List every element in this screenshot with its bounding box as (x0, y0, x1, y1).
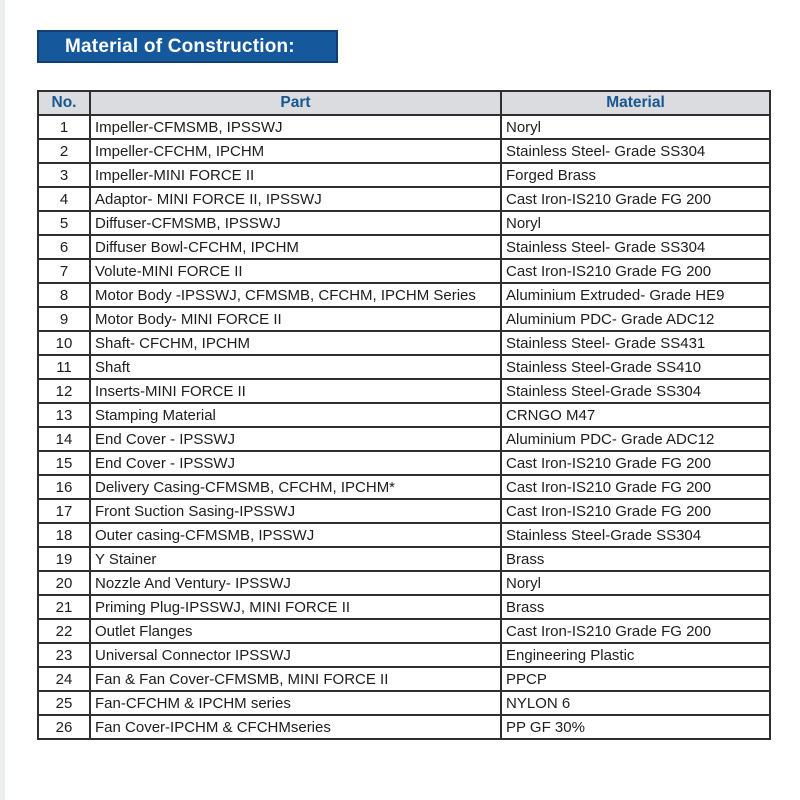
row-no-cell: 15 (38, 451, 90, 475)
row-no-cell: 22 (38, 619, 90, 643)
row-part-cell: Inserts-MINI FORCE II (90, 379, 501, 403)
row-part-cell: Fan Cover-IPCHM & CFCHMseries (90, 715, 501, 739)
table-row (38, 451, 770, 475)
table-body (38, 115, 770, 739)
row-no-cell: 26 (38, 715, 90, 739)
page-title-label: Material of Construction: (65, 35, 295, 57)
table-row (38, 115, 770, 139)
page-title (37, 30, 338, 63)
row-material-cell: Cast Iron-IS210 Grade FG 200 (501, 499, 770, 523)
row-material-cell: Cast Iron-IS210 Grade FG 200 (501, 451, 770, 475)
table-row (38, 235, 770, 259)
row-material-cell: Aluminium Extruded- Grade HE9 (501, 283, 770, 307)
row-no-cell: 3 (38, 163, 90, 187)
row-material-cell: Aluminium PDC- Grade ADC12 (501, 307, 770, 331)
row-no-cell: 1 (38, 115, 90, 139)
row-material-cell: Cast Iron-IS210 Grade FG 200 (501, 619, 770, 643)
table-row (38, 499, 770, 523)
row-material-cell: CRNGO M47 (501, 403, 770, 427)
row-part-cell: Universal Connector IPSSWJ (90, 643, 501, 667)
table-row (38, 475, 770, 499)
row-no-cell: 8 (38, 283, 90, 307)
row-material-cell: Noryl (501, 211, 770, 235)
row-part-cell: End Cover - IPSSWJ (90, 451, 501, 475)
row-part-cell: Delivery Casing-CFMSMB, CFCHM, IPCHM* (90, 475, 501, 499)
row-part-cell: Impeller-MINI FORCE II (90, 163, 501, 187)
row-part-cell: Fan-CFCHM & IPCHM series (90, 691, 501, 715)
table-row (38, 523, 770, 547)
table-row (38, 427, 770, 451)
row-material-cell: Stainless Steel-Grade SS410 (501, 355, 770, 379)
table-row (38, 139, 770, 163)
table-row (38, 163, 770, 187)
row-material-cell: Stainless Steel-Grade SS304 (501, 379, 770, 403)
row-part-cell: End Cover - IPSSWJ (90, 427, 501, 451)
row-material-cell: Stainless Steel- Grade SS304 (501, 139, 770, 163)
table-row (38, 547, 770, 571)
column-header-no: No. (38, 91, 90, 115)
row-no-cell: 19 (38, 547, 90, 571)
row-material-cell: PPCP (501, 667, 770, 691)
row-no-cell: 20 (38, 571, 90, 595)
row-no-cell: 17 (38, 499, 90, 523)
table-row (38, 283, 770, 307)
table-row (38, 187, 770, 211)
row-part-cell: Stamping Material (90, 403, 501, 427)
column-header-material: Material (501, 91, 770, 115)
row-part-cell: Impeller-CFCHM, IPCHM (90, 139, 501, 163)
row-material-cell: NYLON 6 (501, 691, 770, 715)
table-row (38, 619, 770, 643)
table-row (38, 667, 770, 691)
table-row (38, 403, 770, 427)
row-no-cell: 18 (38, 523, 90, 547)
row-material-cell: Engineering Plastic (501, 643, 770, 667)
row-part-cell: Motor Body- MINI FORCE II (90, 307, 501, 331)
row-part-cell: Y Stainer (90, 547, 501, 571)
row-part-cell: Shaft- CFCHM, IPCHM (90, 331, 501, 355)
row-part-cell: Nozzle And Ventury- IPSSWJ (90, 571, 501, 595)
row-part-cell: Adaptor- MINI FORCE II, IPSSWJ (90, 187, 501, 211)
row-material-cell: Stainless Steel-Grade SS304 (501, 523, 770, 547)
row-no-cell: 24 (38, 667, 90, 691)
table-header-row (38, 91, 770, 115)
row-no-cell: 5 (38, 211, 90, 235)
table-row (38, 211, 770, 235)
row-material-cell: Cast Iron-IS210 Grade FG 200 (501, 187, 770, 211)
row-part-cell: Outlet Flanges (90, 619, 501, 643)
row-material-cell: PP GF 30% (501, 715, 770, 739)
row-no-cell: 14 (38, 427, 90, 451)
row-no-cell: 6 (38, 235, 90, 259)
row-no-cell: 10 (38, 331, 90, 355)
row-material-cell: Cast Iron-IS210 Grade FG 200 (501, 259, 770, 283)
row-material-cell: Aluminium PDC- Grade ADC12 (501, 427, 770, 451)
table-row (38, 715, 770, 739)
row-no-cell: 7 (38, 259, 90, 283)
row-material-cell: Noryl (501, 115, 770, 139)
row-no-cell: 12 (38, 379, 90, 403)
row-material-cell: Brass (501, 595, 770, 619)
row-no-cell: 25 (38, 691, 90, 715)
table-row (38, 307, 770, 331)
row-part-cell: Impeller-CFMSMB, IPSSWJ (90, 115, 501, 139)
row-no-cell: 9 (38, 307, 90, 331)
row-part-cell: Fan & Fan Cover-CFMSMB, MINI FORCE II (90, 667, 501, 691)
row-no-cell: 2 (38, 139, 90, 163)
row-part-cell: Volute-MINI FORCE II (90, 259, 501, 283)
row-no-cell: 4 (38, 187, 90, 211)
row-part-cell: Priming Plug-IPSSWJ, MINI FORCE II (90, 595, 501, 619)
table-row (38, 595, 770, 619)
scan-edge-artifact (0, 0, 5, 800)
row-part-cell: Motor Body -IPSSWJ, CFMSMB, CFCHM, IPCHM Series (90, 283, 501, 307)
row-no-cell: 16 (38, 475, 90, 499)
column-header-part: Part (90, 91, 501, 115)
row-part-cell: Diffuser Bowl-CFCHM, IPCHM (90, 235, 501, 259)
row-material-cell: Forged Brass (501, 163, 770, 187)
row-part-cell: Diffuser-CFMSMB, IPSSWJ (90, 211, 501, 235)
table-row (38, 259, 770, 283)
table-row (38, 331, 770, 355)
row-part-cell: Front Suction Sasing-IPSSWJ (90, 499, 501, 523)
table-row (38, 379, 770, 403)
row-no-cell: 11 (38, 355, 90, 379)
table-row (38, 643, 770, 667)
row-material-cell: Stainless Steel- Grade SS304 (501, 235, 770, 259)
row-no-cell: 23 (38, 643, 90, 667)
row-no-cell: 21 (38, 595, 90, 619)
row-part-cell: Shaft (90, 355, 501, 379)
row-part-cell: Outer casing-CFMSMB, IPSSWJ (90, 523, 501, 547)
row-material-cell: Noryl (501, 571, 770, 595)
row-material-cell: Brass (501, 547, 770, 571)
table-row (38, 355, 770, 379)
table-row (38, 691, 770, 715)
table-row (38, 571, 770, 595)
row-material-cell: Cast Iron-IS210 Grade FG 200 (501, 475, 770, 499)
row-no-cell: 13 (38, 403, 90, 427)
row-material-cell: Stainless Steel- Grade SS431 (501, 331, 770, 355)
material-of-construction-table (37, 90, 769, 740)
